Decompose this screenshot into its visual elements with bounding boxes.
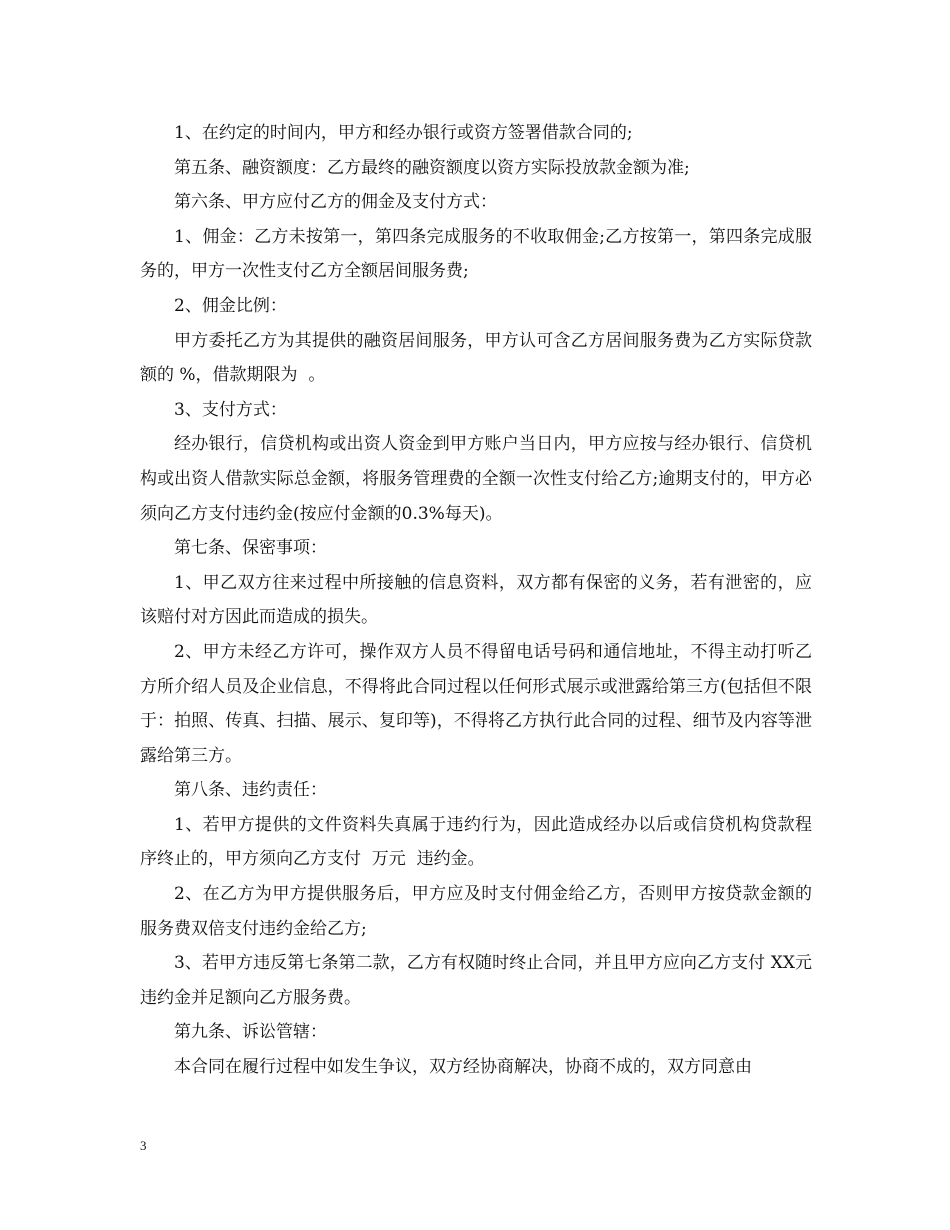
paragraph: 1、若甲方提供的文件资料失真属于违约行为，因此造成经办以后或信贷机构贷款程序终止的，甲方须向乙方支付 万元 违约金。 xyxy=(140,814,812,870)
paragraph: 1、佣金：乙方未按第一，第四条完成服务的不收取佣金;乙方按第一，第四条完成服务的，甲方一次性支付乙方全额居间服务费; xyxy=(140,226,812,282)
paragraph: 1、在约定的时间内，甲方和经办银行或资方签署借款合同的; xyxy=(174,123,633,143)
paragraph: 经办银行，信贷机构或出资人资金到甲方账户当日内，甲方应按与经办银行、信贷机构或出资人借款实际总金额，将服务管理费的全额一次性支付给乙方;逾期支付的，甲方必须向乙方支付违约金(按应付金额的0.3%每天)。 xyxy=(140,434,812,524)
page-number: 3 xyxy=(140,1138,147,1153)
paragraph: 第九条、诉讼管辖： xyxy=(174,1022,327,1043)
paragraph: 2、佣金比例： xyxy=(174,295,287,316)
paragraph: 第五条、融资额度：乙方最终的融资额度以资方实际投放款金额为准; xyxy=(174,157,690,178)
document-body xyxy=(140,116,823,1085)
paragraph: 2、甲方未经乙方许可，操作双方人员不得留电话号码和通信地址，不得主动打听乙方所介绍人员及企业信息，不得将此合同过程以任何形式展示或泄露给第三方(包括但不限于：拍照、传真、扫描、展示、复印等)，不得将乙方执行此合同的过程、细节及内容等泄露给第三方。 xyxy=(140,641,812,766)
paragraph: 甲方委托乙方为其提供的融资居间服务，甲方认可含乙方居间服务费为乙方实际贷款额的 %，借款期限为 。 xyxy=(140,330,812,386)
paragraph: 本合同在履行过程中如发生争议，双方经协商解决，协商不成的，双方同意由 xyxy=(174,1057,752,1078)
paragraph: 第七条、保密事项： xyxy=(174,538,327,559)
paragraph: 第六条、甲方应付乙方的佣金及支付方式： xyxy=(174,192,497,213)
paragraph: 第八条、违约责任： xyxy=(174,780,327,801)
paragraph: 2、在乙方为甲方提供服务后，甲方应及时支付佣金给乙方，否则甲方按贷款金额的服务费双倍支付违约金给乙方; xyxy=(140,884,812,939)
paragraph: 1、甲乙双方往来过程中所接触的信息资料，双方都有保密的义务，若有泄密的，应该赔付对方因此而造成的损失。 xyxy=(140,572,812,628)
paragraph: 3、若甲方违反第七条第二款，乙方有权随时终止合同，并且甲方应向乙方支付 XX元 违约金并足额向乙方服务费。 xyxy=(140,953,823,1008)
paragraph: 3、支付方式： xyxy=(174,399,287,420)
